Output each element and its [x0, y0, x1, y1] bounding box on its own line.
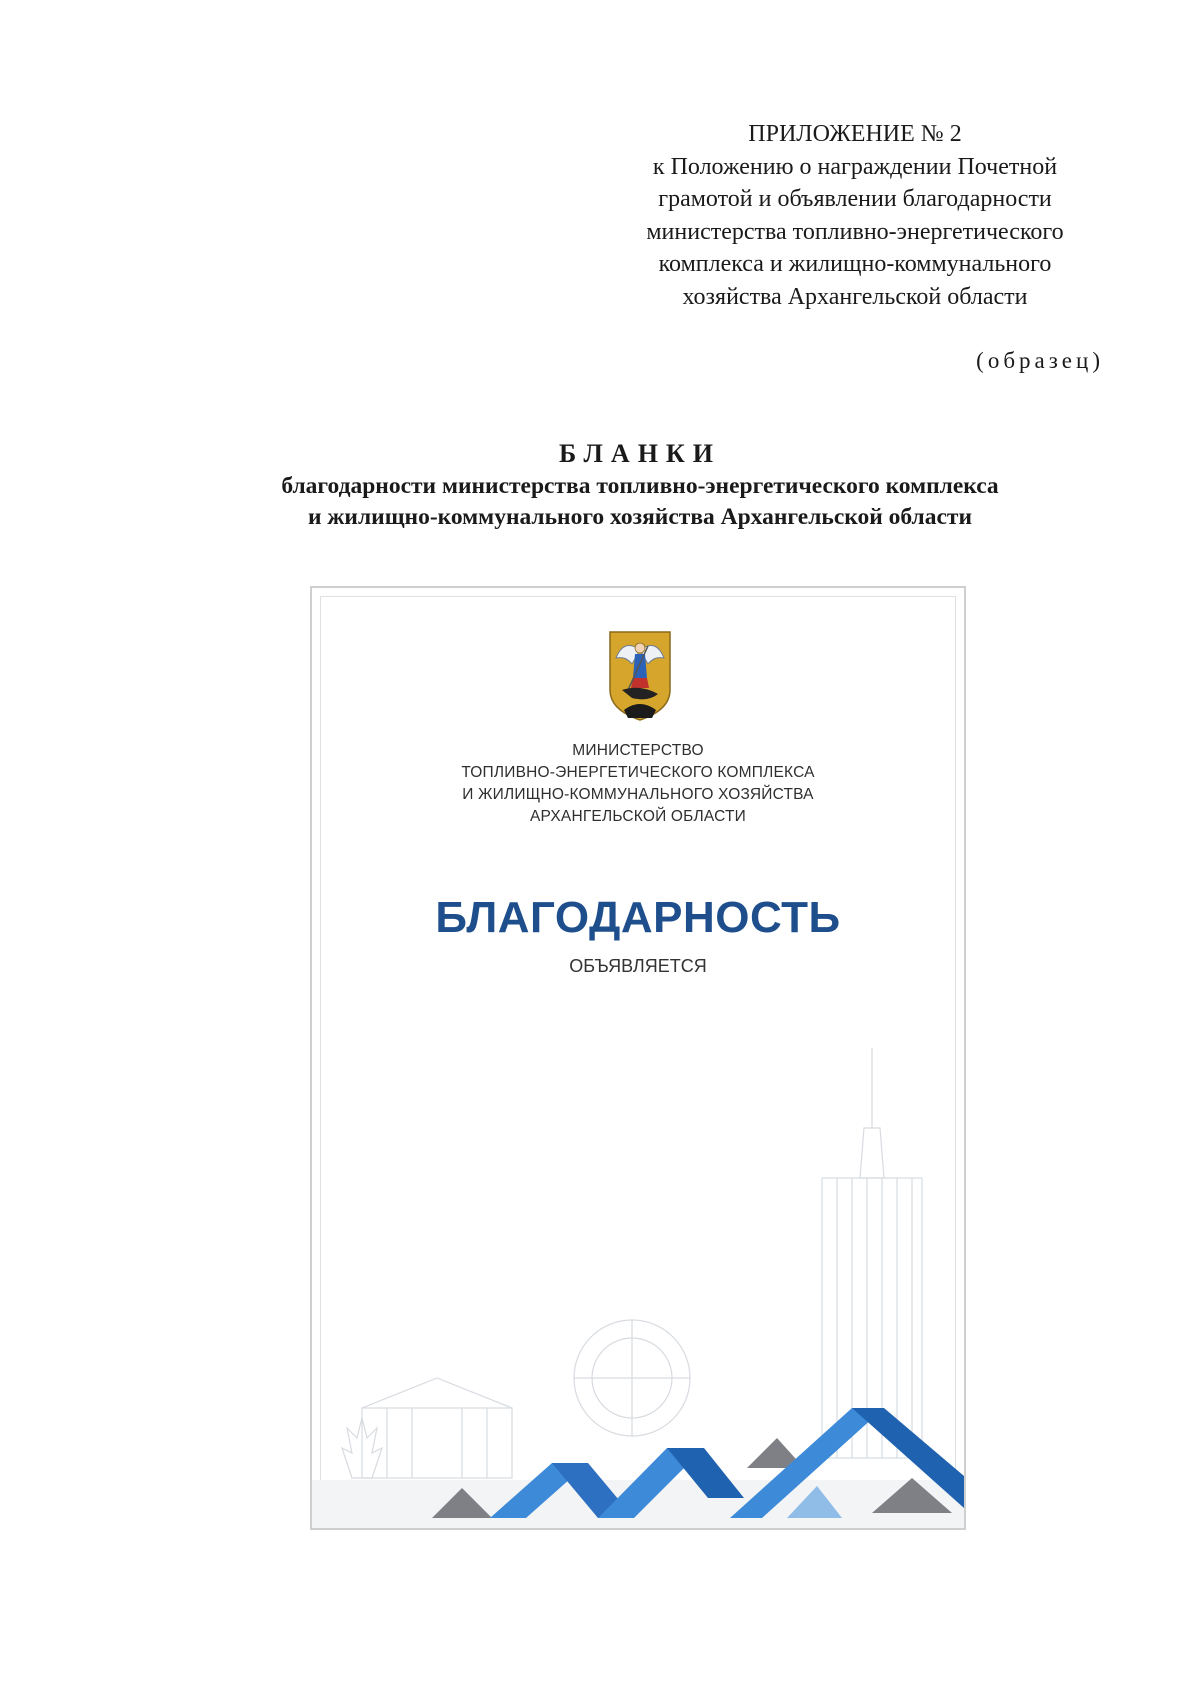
gratitude-subtitle: ОБЪЯВЛЯЕТСЯ	[569, 956, 707, 976]
appendix-line: министерства топливно-энергетического	[646, 218, 1064, 245]
ministry-line: И ЖИЛИЩНО-КОММУНАЛЬНОГО ХОЗЯЙСТВА	[462, 786, 814, 803]
ministry-line: АРХАНГЕЛЬСКОЙ ОБЛАСТИ	[529, 808, 747, 825]
appendix-line: ПРИЛОЖЕНИЕ № 2	[748, 121, 962, 147]
appendix-line: грамотой и объявлении благодарности	[658, 186, 1052, 212]
document-heading	[0, 437, 1200, 533]
gratitude-form-blank	[310, 586, 966, 1530]
city-ribbon-illustration	[312, 1008, 964, 1528]
heading-subtitle-line: и жилищно-коммунального хозяйства Архангельской области	[307, 504, 973, 530]
appendix-line: к Положению о награждении Почетной	[652, 153, 1058, 180]
sample-note: (образец)	[976, 348, 1104, 373]
ministry-line: МИНИСТЕРСТВО	[572, 742, 704, 759]
ministry-name	[312, 740, 964, 828]
gratitude-title: БЛАГОДАРНОСТЬ	[435, 893, 841, 942]
heading-subtitle-line: благодарности министерства топливно-энергетического комплекса	[281, 473, 999, 499]
appendix-line: комплекса и жилищно-коммунального	[658, 251, 1052, 277]
city-skyline-decoration	[342, 1048, 922, 1478]
appendix-header	[590, 118, 1120, 313]
appendix-line: хозяйства Архангельской области	[682, 283, 1028, 310]
ministry-line: ТОПЛИВНО-ЭНЕРГЕТИЧЕСКОГО КОМПЛЕКСА	[461, 764, 815, 781]
archangelsk-coat-of-arms-icon	[602, 628, 678, 726]
heading-title: БЛАНКИ	[559, 439, 721, 468]
